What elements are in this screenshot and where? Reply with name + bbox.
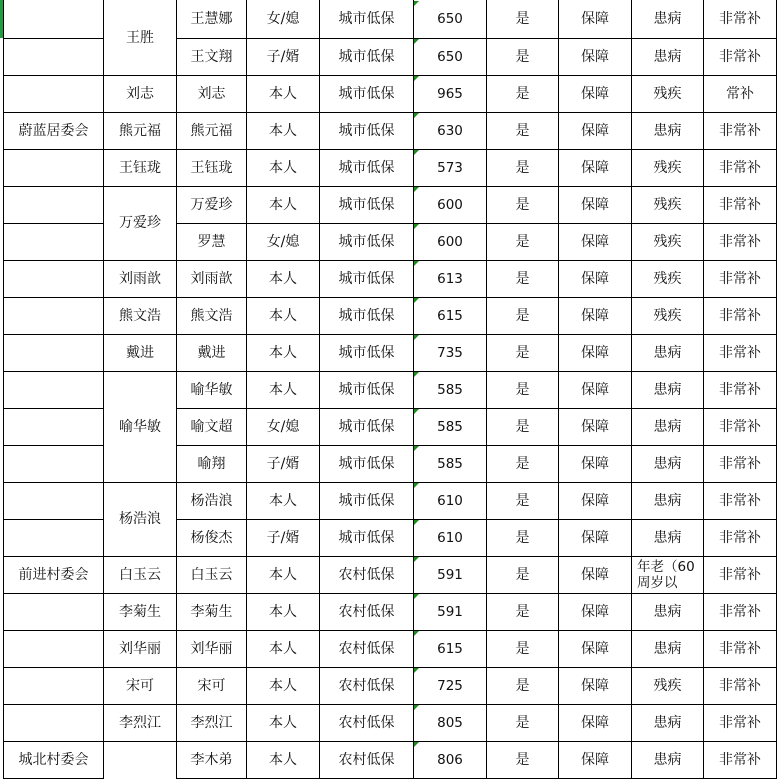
- subsidy-cell[interactable]: 非常补: [719, 270, 761, 287]
- household-head-cell[interactable]: [104, 742, 176, 778]
- household-head-cell[interactable]: 喻华敏: [119, 418, 161, 435]
- assistance-type-cell[interactable]: 城市低保: [338, 48, 395, 65]
- relation-cell[interactable]: 本人: [269, 307, 297, 324]
- reason-cell[interactable]: [632, 557, 703, 593]
- grid-line: [176, 186, 777, 187]
- subsidy-cell[interactable]: 非常补: [719, 677, 761, 694]
- category-cell[interactable]: 保障: [581, 233, 609, 250]
- grid-line: [103, 556, 177, 557]
- subsidy-cell[interactable]: 非常补: [719, 122, 761, 139]
- category-cell[interactable]: 保障: [581, 640, 609, 657]
- relation-cell[interactable]: 本人: [269, 159, 297, 176]
- number-as-text-marker-icon: [414, 261, 419, 266]
- category-cell[interactable]: 保障: [581, 48, 609, 65]
- member-name-cell[interactable]: 万爱珍: [190, 196, 233, 213]
- reason-cell[interactable]: 残疾: [653, 233, 682, 250]
- grid-line: [3, 260, 104, 261]
- category-cell[interactable]: 保障: [581, 196, 609, 213]
- subsidy-cell[interactable]: 非常补: [719, 11, 761, 27]
- community-cell[interactable]: [4, 631, 103, 667]
- relation-cell[interactable]: 本人: [269, 122, 297, 139]
- community-cell[interactable]: 蔚蓝居委会: [18, 122, 89, 139]
- assistance-type-cell[interactable]: 城市低保: [338, 455, 395, 472]
- grid-line: [103, 371, 177, 372]
- relation-cell[interactable]: 本人: [269, 714, 297, 731]
- amount-cell[interactable]: 591: [437, 566, 463, 583]
- reason-cell[interactable]: 患病: [653, 344, 682, 361]
- subsidy-cell[interactable]: 非常补: [719, 492, 761, 509]
- community-cell[interactable]: [4, 668, 103, 704]
- community-cell[interactable]: [4, 261, 103, 297]
- grid-line: [703, 0, 704, 778]
- grid-line: [176, 630, 777, 631]
- grid-line: [176, 519, 777, 520]
- number-as-text-marker-icon: [414, 372, 419, 377]
- grid-line: [103, 630, 177, 631]
- flag-cell[interactable]: 是: [515, 48, 530, 65]
- number-as-text-marker-icon: [414, 39, 419, 44]
- member-name-cell[interactable]: 刘志: [197, 85, 226, 102]
- grid-line: [176, 741, 777, 742]
- category-cell[interactable]: 保障: [581, 418, 609, 435]
- grid-line: [631, 0, 632, 778]
- household-head-cell[interactable]: 刘华丽: [119, 640, 161, 657]
- grid-line: [246, 0, 247, 778]
- assistance-type-cell[interactable]: 农村低保: [338, 603, 395, 620]
- amount-cell[interactable]: 650: [437, 11, 463, 27]
- flag-cell[interactable]: 是: [515, 603, 530, 620]
- household-head-cell[interactable]: 李烈江: [119, 714, 161, 731]
- assistance-type-cell[interactable]: 城市低保: [338, 233, 395, 250]
- number-as-text-marker-icon: [414, 705, 419, 710]
- amount-cell[interactable]: 585: [437, 418, 463, 435]
- category-cell[interactable]: 保障: [581, 307, 609, 324]
- amount-cell[interactable]: 805: [437, 714, 463, 731]
- reason-cell[interactable]: 患病: [653, 455, 682, 472]
- member-name-cell[interactable]: 杨俊杰: [190, 529, 233, 546]
- community-cell[interactable]: [4, 76, 103, 112]
- member-name-cell[interactable]: 李烈江: [190, 714, 233, 731]
- household-head-cell[interactable]: 王钰珑: [119, 159, 161, 176]
- amount-cell[interactable]: 573: [437, 159, 463, 176]
- relation-cell[interactable]: 本人: [269, 381, 297, 398]
- relation-cell[interactable]: 女/媳: [266, 11, 300, 27]
- subsidy-cell[interactable]: 非常补: [719, 640, 761, 657]
- assistance-type-cell[interactable]: 城市低保: [338, 85, 395, 102]
- community-cell[interactable]: [4, 39, 103, 75]
- household-head-cell[interactable]: 王胜: [126, 29, 154, 46]
- household-head-cell[interactable]: 宋可: [126, 677, 154, 694]
- flag-cell[interactable]: 是: [515, 677, 530, 694]
- grid-line: [3, 186, 104, 187]
- subsidy-cell[interactable]: 非常补: [719, 344, 761, 361]
- number-as-text-marker-icon: [414, 742, 419, 747]
- flag-cell[interactable]: 是: [515, 640, 530, 657]
- number-as-text-marker-icon: [414, 150, 419, 155]
- grid-line: [3, 75, 104, 76]
- assistance-type-cell[interactable]: 农村低保: [338, 566, 395, 583]
- number-as-text-marker-icon: [414, 409, 419, 414]
- number-as-text-marker-icon: [414, 113, 419, 118]
- reason-cell[interactable]: 患病: [653, 48, 682, 65]
- assistance-type-cell[interactable]: 城市低保: [338, 492, 395, 509]
- household-head-cell[interactable]: 杨浩浪: [119, 511, 161, 527]
- grid-line: [176, 38, 777, 39]
- grid-line: [558, 0, 559, 778]
- member-name-cell[interactable]: 熊文浩: [190, 307, 233, 324]
- community-cell[interactable]: [4, 298, 103, 334]
- assistance-type-cell[interactable]: 城市低保: [338, 122, 395, 139]
- reason-cell[interactable]: 患病: [653, 714, 682, 731]
- reason-cell[interactable]: 残疾: [653, 159, 682, 176]
- assistance-type-cell[interactable]: 农村低保: [338, 640, 395, 657]
- member-name-cell[interactable]: 戴进: [197, 344, 226, 361]
- grid-line: [3, 778, 104, 779]
- member-name-cell[interactable]: 王慧娜: [190, 11, 233, 27]
- member-name-cell[interactable]: 刘雨歆: [190, 270, 233, 287]
- number-as-text-marker-icon: [414, 76, 419, 81]
- community-cell[interactable]: [4, 705, 103, 741]
- household-head-cell[interactable]: 白玉云: [119, 566, 161, 583]
- assistance-type-cell[interactable]: 城市低保: [338, 381, 395, 398]
- community-cell[interactable]: [4, 224, 103, 260]
- subsidy-cell[interactable]: 非常补: [719, 455, 761, 472]
- grid-line: [176, 334, 777, 335]
- number-as-text-marker-icon: [414, 483, 419, 488]
- relation-cell[interactable]: 本人: [269, 640, 297, 657]
- household-head-cell[interactable]: 李菊生: [119, 603, 161, 620]
- reason-cell[interactable]: 患病: [653, 751, 682, 768]
- amount-cell[interactable]: 650: [437, 48, 463, 65]
- member-name-cell[interactable]: 王文翔: [190, 48, 233, 65]
- category-cell[interactable]: 保障: [581, 381, 609, 398]
- number-as-text-marker-icon: [414, 1, 419, 6]
- amount-cell[interactable]: 613: [437, 270, 463, 287]
- subsidy-cell[interactable]: 非常补: [719, 48, 761, 65]
- flag-cell[interactable]: 是: [515, 233, 530, 250]
- number-as-text-marker-icon: [414, 187, 419, 192]
- flag-cell[interactable]: 是: [515, 418, 530, 435]
- number-as-text-marker-icon: [414, 631, 419, 636]
- grid-line: [3, 112, 104, 113]
- number-as-text-marker-icon: [414, 557, 419, 562]
- community-cell[interactable]: [4, 446, 103, 482]
- flag-cell[interactable]: 是: [515, 159, 530, 176]
- category-cell[interactable]: 保障: [581, 751, 609, 768]
- relation-cell[interactable]: 本人: [269, 85, 297, 102]
- category-cell[interactable]: 保障: [581, 677, 609, 694]
- grid-line: [103, 334, 177, 335]
- category-cell[interactable]: 保障: [581, 270, 609, 287]
- member-name-cell[interactable]: 罗慧: [197, 233, 226, 250]
- grid-line: [486, 0, 487, 778]
- community-cell[interactable]: [4, 594, 103, 630]
- member-name-cell[interactable]: 喻华敏: [190, 381, 233, 398]
- assistance-type-cell[interactable]: 城市低保: [338, 529, 395, 546]
- reason-cell[interactable]: 患病: [653, 418, 682, 435]
- grid-line: [176, 667, 777, 668]
- member-name-cell[interactable]: 喻文超: [190, 418, 233, 435]
- community-cell[interactable]: [4, 372, 103, 408]
- subsidy-cell[interactable]: 常补: [726, 85, 754, 102]
- grid-line: [413, 0, 414, 778]
- grid-line: [3, 519, 104, 520]
- grid-line: [103, 149, 177, 150]
- subsidy-cell[interactable]: 非常补: [719, 603, 761, 620]
- amount-cell[interactable]: 806: [437, 751, 463, 768]
- relation-cell[interactable]: 本人: [269, 344, 297, 361]
- household-head-cell[interactable]: 戴进: [126, 344, 154, 361]
- subsidy-cell[interactable]: 非常补: [719, 714, 761, 731]
- category-cell[interactable]: 保障: [581, 11, 609, 27]
- relation-cell[interactable]: 女/媳: [266, 418, 300, 435]
- grid-line: [3, 38, 104, 39]
- reason-line: 周岁以: [637, 575, 678, 591]
- community-cell[interactable]: 城北村委会: [18, 751, 89, 768]
- amount-cell[interactable]: 600: [437, 196, 463, 213]
- category-cell[interactable]: 保障: [581, 159, 609, 176]
- assistance-type-cell[interactable]: 城市低保: [338, 196, 395, 213]
- category-cell[interactable]: 保障: [581, 122, 609, 139]
- relation-cell[interactable]: 子/婿: [266, 529, 300, 546]
- grid-line: [176, 297, 777, 298]
- grid-line: [176, 149, 777, 150]
- member-name-cell[interactable]: 刘华丽: [190, 640, 233, 657]
- assistance-type-cell[interactable]: 城市低保: [338, 344, 395, 361]
- grid-line: [3, 704, 104, 705]
- grid-line: [3, 371, 104, 372]
- member-name-cell[interactable]: 喻翔: [197, 455, 226, 472]
- reason-cell[interactable]: 患病: [653, 529, 682, 546]
- grid-line: [176, 112, 777, 113]
- category-cell[interactable]: 保障: [581, 529, 609, 546]
- grid-line: [176, 408, 777, 409]
- subsidy-cell[interactable]: 非常补: [719, 159, 761, 176]
- grid-line: [103, 75, 177, 76]
- grid-line: [3, 593, 104, 594]
- grid-line: [176, 593, 777, 594]
- amount-cell[interactable]: 610: [437, 492, 463, 509]
- amount-cell[interactable]: 615: [437, 640, 463, 657]
- flag-cell[interactable]: 是: [515, 11, 530, 27]
- grid-line: [3, 297, 104, 298]
- subsidy-cell[interactable]: 非常补: [719, 196, 761, 213]
- household-head-cell[interactable]: 刘志: [126, 85, 154, 102]
- assistance-type-cell[interactable]: 城市低保: [338, 418, 395, 435]
- reason-cell[interactable]: 残疾: [653, 85, 682, 102]
- number-as-text-marker-icon: [414, 335, 419, 340]
- flag-cell[interactable]: 是: [515, 381, 530, 398]
- flag-cell[interactable]: 是: [515, 85, 530, 102]
- grid-line: [176, 223, 777, 224]
- grid-line: [3, 0, 4, 778]
- relation-cell[interactable]: 本人: [269, 603, 297, 620]
- category-cell[interactable]: 保障: [581, 85, 609, 102]
- relation-cell[interactable]: 子/婿: [266, 455, 300, 472]
- assistance-type-cell[interactable]: 城市低保: [338, 270, 395, 287]
- flag-cell[interactable]: 是: [515, 492, 530, 509]
- number-as-text-marker-icon: [414, 446, 419, 451]
- number-as-text-marker-icon: [414, 224, 419, 229]
- grid-line: [103, 482, 177, 483]
- reason-cell[interactable]: 残疾: [653, 677, 682, 694]
- grid-line: [176, 260, 777, 261]
- category-cell[interactable]: 保障: [581, 714, 609, 731]
- assistance-type-cell[interactable]: 城市低保: [338, 307, 395, 324]
- subsidy-cell[interactable]: 非常补: [719, 751, 761, 768]
- assistance-type-cell[interactable]: 农村低保: [338, 677, 395, 694]
- member-name-cell[interactable]: 李菊生: [190, 603, 233, 620]
- grid-line: [3, 445, 104, 446]
- grid-line: [176, 445, 777, 446]
- amount-cell[interactable]: 615: [437, 307, 463, 324]
- member-name-cell[interactable]: 宋可: [197, 677, 226, 694]
- grid-line: [176, 704, 777, 705]
- grid-line: [3, 223, 104, 224]
- category-cell[interactable]: 保障: [581, 566, 609, 583]
- member-name-cell[interactable]: 白玉云: [190, 566, 233, 583]
- reason-cell[interactable]: 患病: [653, 381, 682, 398]
- number-as-text-marker-icon: [414, 298, 419, 303]
- grid-line: [176, 556, 777, 557]
- subsidy-cell[interactable]: 非常补: [719, 233, 761, 250]
- subsidy-cell[interactable]: 非常补: [719, 529, 761, 546]
- grid-line: [103, 260, 177, 261]
- household-head-cell[interactable]: 熊元福: [119, 122, 161, 139]
- member-name-cell[interactable]: 杨浩浪: [190, 492, 233, 509]
- grid-line: [176, 482, 777, 483]
- grid-line: [3, 556, 104, 557]
- grid-line: [103, 704, 177, 705]
- grid-line: [3, 482, 104, 483]
- flag-cell[interactable]: 是: [515, 566, 530, 583]
- community-cell[interactable]: [4, 187, 103, 223]
- subsidy-cell[interactable]: 非常补: [719, 418, 761, 435]
- flag-cell[interactable]: 是: [515, 122, 530, 139]
- reason-line: 年老（60: [637, 559, 695, 575]
- grid-line: [176, 371, 777, 372]
- grid-line: [3, 630, 104, 631]
- amount-cell[interactable]: 585: [437, 455, 463, 472]
- category-cell[interactable]: 保障: [581, 492, 609, 509]
- amount-cell[interactable]: 735: [437, 344, 463, 361]
- assistance-type-cell[interactable]: 农村低保: [338, 751, 395, 768]
- community-cell[interactable]: [4, 483, 103, 519]
- community-cell[interactable]: [4, 520, 103, 556]
- community-cell[interactable]: [4, 1, 103, 38]
- relation-cell[interactable]: 本人: [269, 196, 297, 213]
- reason-cell[interactable]: 残疾: [653, 270, 682, 287]
- flag-cell[interactable]: 是: [515, 455, 530, 472]
- grid-line: [103, 593, 177, 594]
- relation-cell[interactable]: 子/婿: [266, 48, 300, 65]
- grid-line: [103, 112, 177, 113]
- grid-line: [176, 75, 777, 76]
- grid-line: [3, 149, 104, 150]
- category-cell[interactable]: 保障: [581, 603, 609, 620]
- household-head-cell[interactable]: 万爱珍: [119, 215, 161, 231]
- amount-cell[interactable]: 591: [437, 603, 463, 620]
- relation-cell[interactable]: 女/媳: [266, 233, 300, 250]
- number-as-text-marker-icon: [414, 668, 419, 673]
- assistance-type-cell[interactable]: 农村低保: [338, 714, 395, 731]
- grid-line: [319, 0, 320, 778]
- relation-cell[interactable]: 本人: [269, 677, 297, 694]
- household-head-cell[interactable]: 刘雨歆: [119, 270, 161, 287]
- flag-cell[interactable]: 是: [515, 196, 530, 213]
- community-cell[interactable]: 前进村委会: [18, 566, 89, 583]
- grid-line: [103, 186, 177, 187]
- amount-cell[interactable]: 600: [437, 233, 463, 250]
- number-as-text-marker-icon: [414, 594, 419, 599]
- assistance-type-cell[interactable]: 城市低保: [338, 11, 395, 27]
- flag-cell[interactable]: 是: [515, 307, 530, 324]
- subsidy-cell[interactable]: 非常补: [719, 381, 761, 398]
- flag-cell[interactable]: 是: [515, 714, 530, 731]
- flag-cell[interactable]: 是: [515, 751, 530, 768]
- relation-cell[interactable]: 本人: [269, 751, 297, 768]
- relation-cell[interactable]: 本人: [269, 566, 297, 583]
- grid-line: [3, 334, 104, 335]
- amount-cell[interactable]: 630: [437, 122, 463, 139]
- amount-cell[interactable]: 725: [437, 677, 463, 694]
- community-cell[interactable]: [4, 335, 103, 371]
- reason-cell[interactable]: 残疾: [653, 307, 682, 324]
- flag-cell[interactable]: 是: [515, 344, 530, 361]
- reason-cell[interactable]: 患病: [653, 122, 682, 139]
- grid-line: [103, 741, 177, 742]
- grid-line: [103, 667, 177, 668]
- reason-cell[interactable]: 患病: [653, 492, 682, 509]
- assistance-type-cell[interactable]: 城市低保: [338, 159, 395, 176]
- grid-line: [3, 667, 104, 668]
- flag-cell[interactable]: 是: [515, 270, 530, 287]
- subsidy-cell[interactable]: 非常补: [719, 307, 761, 324]
- household-head-cell[interactable]: 熊文浩: [119, 307, 161, 324]
- member-name-cell[interactable]: 李木弟: [190, 751, 233, 768]
- reason-cell[interactable]: 患病: [653, 603, 682, 620]
- member-name-cell[interactable]: 熊元福: [190, 122, 233, 139]
- amount-cell[interactable]: 965: [437, 85, 463, 102]
- grid-line: [103, 0, 104, 778]
- community-cell[interactable]: [4, 409, 103, 445]
- relation-cell[interactable]: 本人: [269, 492, 297, 509]
- grid-line: [176, 778, 777, 779]
- category-cell[interactable]: 保障: [581, 455, 609, 472]
- flag-cell[interactable]: 是: [515, 529, 530, 546]
- category-cell[interactable]: 保障: [581, 344, 609, 361]
- grid-line: [103, 297, 177, 298]
- relation-cell[interactable]: 本人: [269, 270, 297, 287]
- reason-cell[interactable]: 患病: [653, 640, 682, 657]
- member-name-cell[interactable]: 王钰珑: [190, 159, 233, 176]
- reason-cell[interactable]: 患病: [653, 11, 682, 27]
- amount-cell[interactable]: 610: [437, 529, 463, 546]
- number-as-text-marker-icon: [414, 520, 419, 525]
- community-cell[interactable]: [4, 150, 103, 186]
- grid-line: [3, 741, 104, 742]
- grid-line: [3, 408, 104, 409]
- amount-cell[interactable]: 585: [437, 381, 463, 398]
- grid-line: [176, 0, 177, 778]
- subsidy-cell[interactable]: 非常补: [719, 566, 761, 583]
- reason-cell[interactable]: 残疾: [653, 196, 682, 213]
